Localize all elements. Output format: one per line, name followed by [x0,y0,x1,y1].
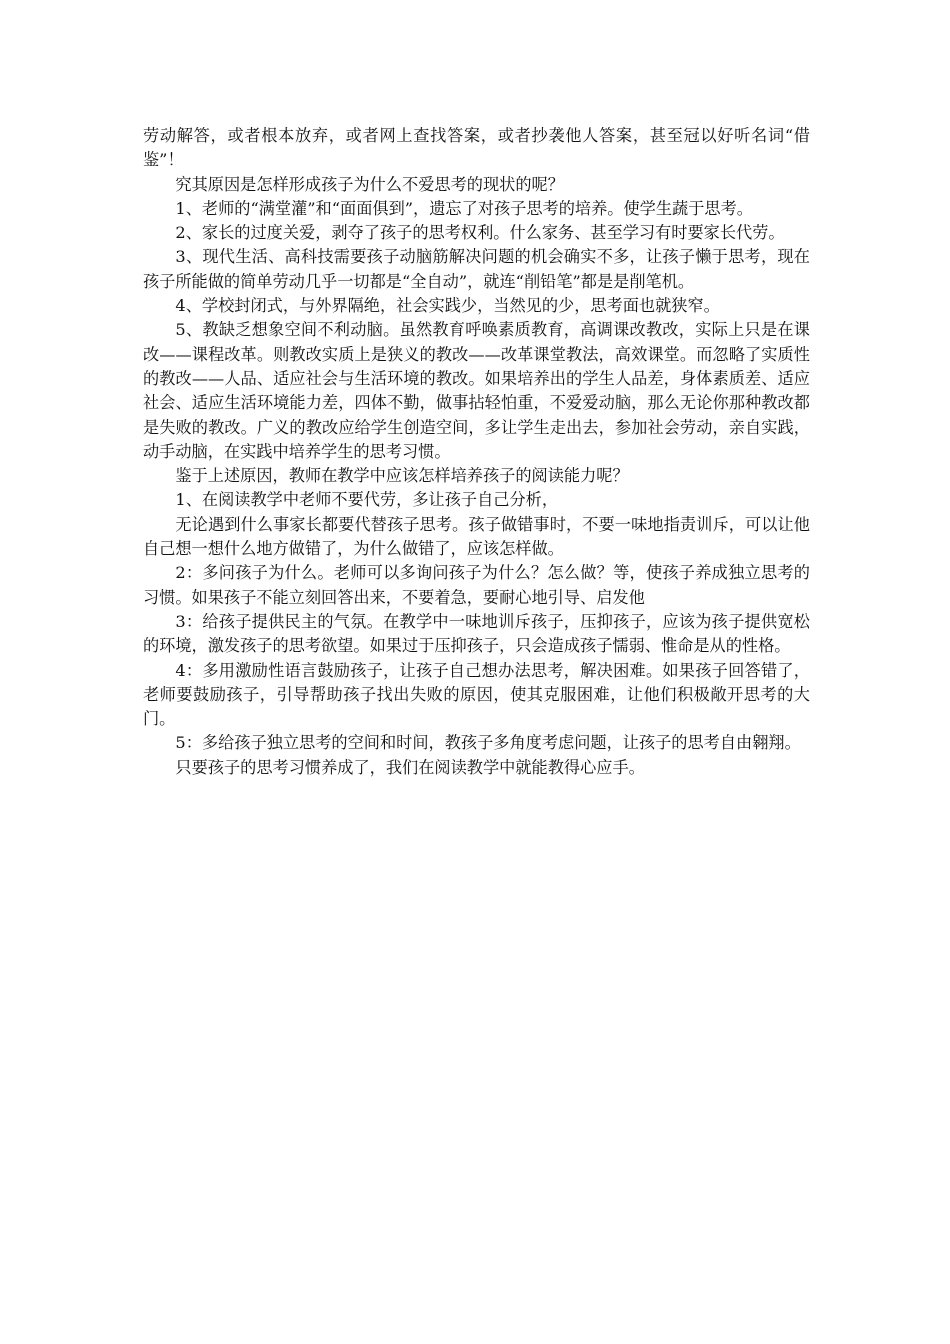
paragraph-method-1-detail: 无论遇到什么事家长都要代替孩子思考。孩子做错事时，不要一味地指责训斥，可以让他自己想一想什么地方做错了，为什么做错了，应该怎样做。 [143,514,810,559]
paragraph-cause-1: 1、老师的“满堂灌”和“面面俱到”，遗忘了对孩子思考的培养。使学生蔬于思考。 [175,198,753,218]
paragraph-question-causes: 究其原因是怎样形成孩子为什么不爱思考的现状的呢？ [175,174,564,194]
paragraph-method-3: 3：给孩子提供民主的气氛。在教学中一味地训斥孩子，压抑孩子，应该为孩子提供宽松的环境，激发孩子的思考欲望。如果过于压抑孩子，只会造成孩子懦弱、惟命是从的性格。 [143,611,810,656]
paragraph-method-2: 2：多问孩子为什么。老师可以多询问孩子为什么？怎么做？等，使孩子养成独立思考的习惯。如果孩子不能立刻回答出来，不要着急，要耐心地引导、启发他 [143,563,810,607]
paragraph-conclusion: 只要孩子的思考习惯养成了，我们在阅读教学中就能教得心应手。 [175,757,645,777]
paragraph-question-methods: 鉴于上述原因，教师在教学中应该怎样培养孩子的阅读能力呢？ [175,466,629,486]
paragraph-continuation: 劳动解答，或者根本放弃，或者网上查找答案，或者抄袭他人答案，甚至冠以好听名词“借鉴”！ [143,126,810,170]
paragraph-cause-4: 4、学校封闭式，与外界隔绝，社会实践少，当然见的少，思考面也就狭窄。 [175,296,720,316]
paragraph-cause-2: 2、家长的过度关爱，剥夺了孩子的思考权利。什么家务、甚至学习有时要家长代劳。 [175,223,785,243]
paragraph-method-1: 1、在阅读教学中老师不要代劳，多让孩子自己分析， [175,490,559,510]
paragraph-method-4: 4：多用激励性语言鼓励孩子，让孩子自己想办法思考，解决困难。如果孩子回答错了，老师要鼓励孩子，引导帮助孩子找出失败的原因，使其克服困难，让他们积极敞开思考的大门。 [143,660,810,729]
paragraph-cause-3: 3、现代生活、高科技需要孩子动脑筋解决问题的机会确实不多，让孩子懒于思考，现在孩子所能做的简单劳动几乎一切都是“全自动”，就连“削铅笔”都是是削笔机。 [143,247,810,291]
document-body [143,124,810,780]
paragraph-cause-5: 5、教缺乏想象空间不利动脑。虽然教育呼唤素质教育，高调课改教改，实际上只是在课改——课程改革。则教改实质上是狭义的教改——改革课堂教法，高效课堂。而忽略了实质性的教改——人品、适应社会与生活环境的教改。如果培养出的学生人品差，身体素质差、适应社会、适应生活环境能力差，四体不勤，做事拈轻怕重，不爱爱动脑，那么无论你那种教改都是失败的教改。广义的教改应给学生创造空间，多让学生走出去，参加社会劳动，亲自实践，动手动脑，在实践中培养学生的思考习惯。 [143,320,810,461]
paragraph-method-5: 5：多给孩子独立思考的空间和时间，教孩子多角度考虑问题，让孩子的思考自由翱翔。 [175,733,801,753]
